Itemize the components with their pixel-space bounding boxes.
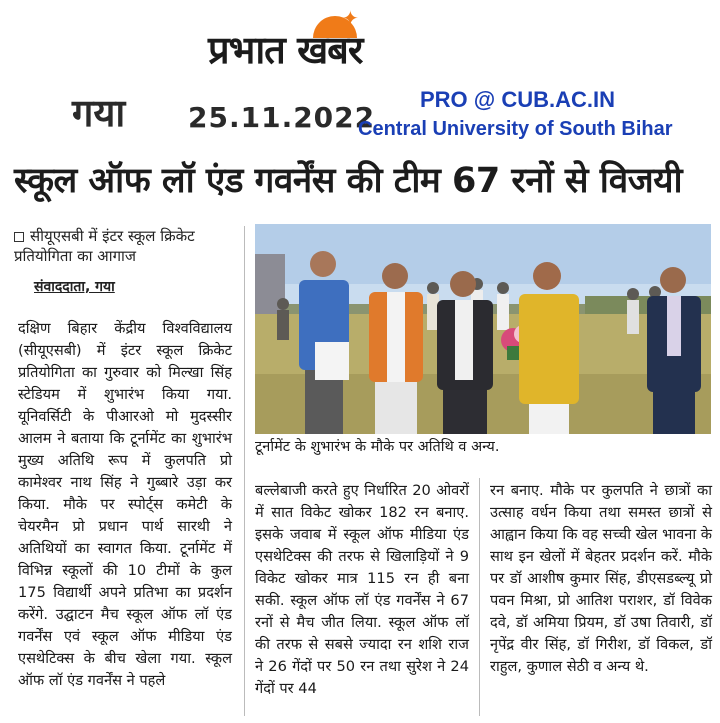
newspaper-name: प्रभात खबर — [208, 28, 363, 72]
dateline-date: 25.11.2022 — [188, 101, 376, 134]
article-deck — [14, 226, 239, 267]
article-headline: स्कूल ऑफ लॉ एंड गवर्नेंस की टीम 67 रनों से विजयी — [14, 161, 683, 201]
column-divider — [479, 478, 480, 716]
article-column-2: बल्लेबाजी करते हुए निर्धारित 20 ओवरों में सात विकेट खोकर 182 रन बनाए. इसके जवाब में स्कूल ऑफ मीडिया एंड एसथेटिक्स की तरफ से खिलाड़ियों ने 9 विकेट खोकर मात्र 115 रन ही बना सकी. स्कूल ऑफ लॉ एंड गवर्नेंस ने 67 रनों से मैच जीत लिया. स्कूल ऑफ लॉ की तरफ से सबसे ज्यादा रन शशि राज ने 26 गेंदों पर 50 रन तथा सुरेश ने 24 गेंदों पर 44 — [255, 482, 469, 697]
deck-text: सीयूएसबी में इंटर स्कूल क्रिकेट प्रतियोगिता का आगाज — [14, 227, 195, 266]
article-column-3: रन बनाए. मौके पर कुलपति ने छात्रों का उत्साह वर्धन किया तथा समस्त छात्रों से आह्वान किया कि वह सच्ची खेल भावना के साथ इन खेलों में बेहतर प्रदर्शन करें. मौके पर डॉ आशीष कुमार सिंह, डीएसडब्ल्यू प्रो पवन मिश्रा, प्रो आतिश पराशर, डॉ विवेक दवे, डॉ अमिया प्रियम, डॉ उषा तिवारी, डॉ नृपेंद्र वीर सिंह, डॉ गिरीश, डॉ विकल, डॉ राहुल, कुणाल सेठी व अन्य थे. — [490, 482, 712, 675]
credit-pro: PRO @ CUB.AC.IN — [420, 87, 616, 112]
credit-university: Central University of South Bihar — [358, 118, 673, 140]
photo-caption: टूर्नामेंट के शुभारंभ के मौके पर अतिथि व अन्य. — [255, 439, 500, 455]
dateline-city: गया — [72, 91, 126, 135]
bullet-square-icon — [14, 232, 24, 242]
bird-logo-icon: ✦ — [342, 6, 359, 30]
article-byline: संवाददाता, गया — [34, 279, 115, 295]
column-divider — [244, 226, 245, 716]
article-column-1: दक्षिण बिहार केंद्रीय विश्वविद्यालय (सीयूएसबी) में इंटर स्कूल क्रिकेट प्रतियोगिता का गुरुवार को मिल्खा सिंह स्टेडियम में शुभारंभ किया गया. यूनिवर्सिटी के पीआरओ मो मुदस्सीर आलम ने बताया कि टूर्नामेंट का शुभारंभ मुख्य अतिथि रूप में कुलपति प्रो कामेश्वर नाथ सिंह ने गुब्बारे उड़ा कर किया. मौके पर स्पोर्ट्स कमेटी के चेयरमैन प्रो प्रधान पार्थ सारथी ने अतिथियों का स्वागत किया. टूर्नामेंट में विभिन्न स्कूलों की 10 टीमों के कुल 175 विद्यार्थी अपने प्रतिभा का प्रदर्शन करेंगे. उद्घाटन मैच स्कूल ऑफ लॉ एंड गवर्नेंस एवं स्कूल ऑफ मीडिया एंड एसथेटिक्स के बीच खेला गया. स्कूल ऑफ लॉ एंड गवर्नेंस ने पहले — [18, 320, 232, 689]
event-photo — [255, 224, 711, 434]
newspaper-masthead — [208, 8, 458, 78]
